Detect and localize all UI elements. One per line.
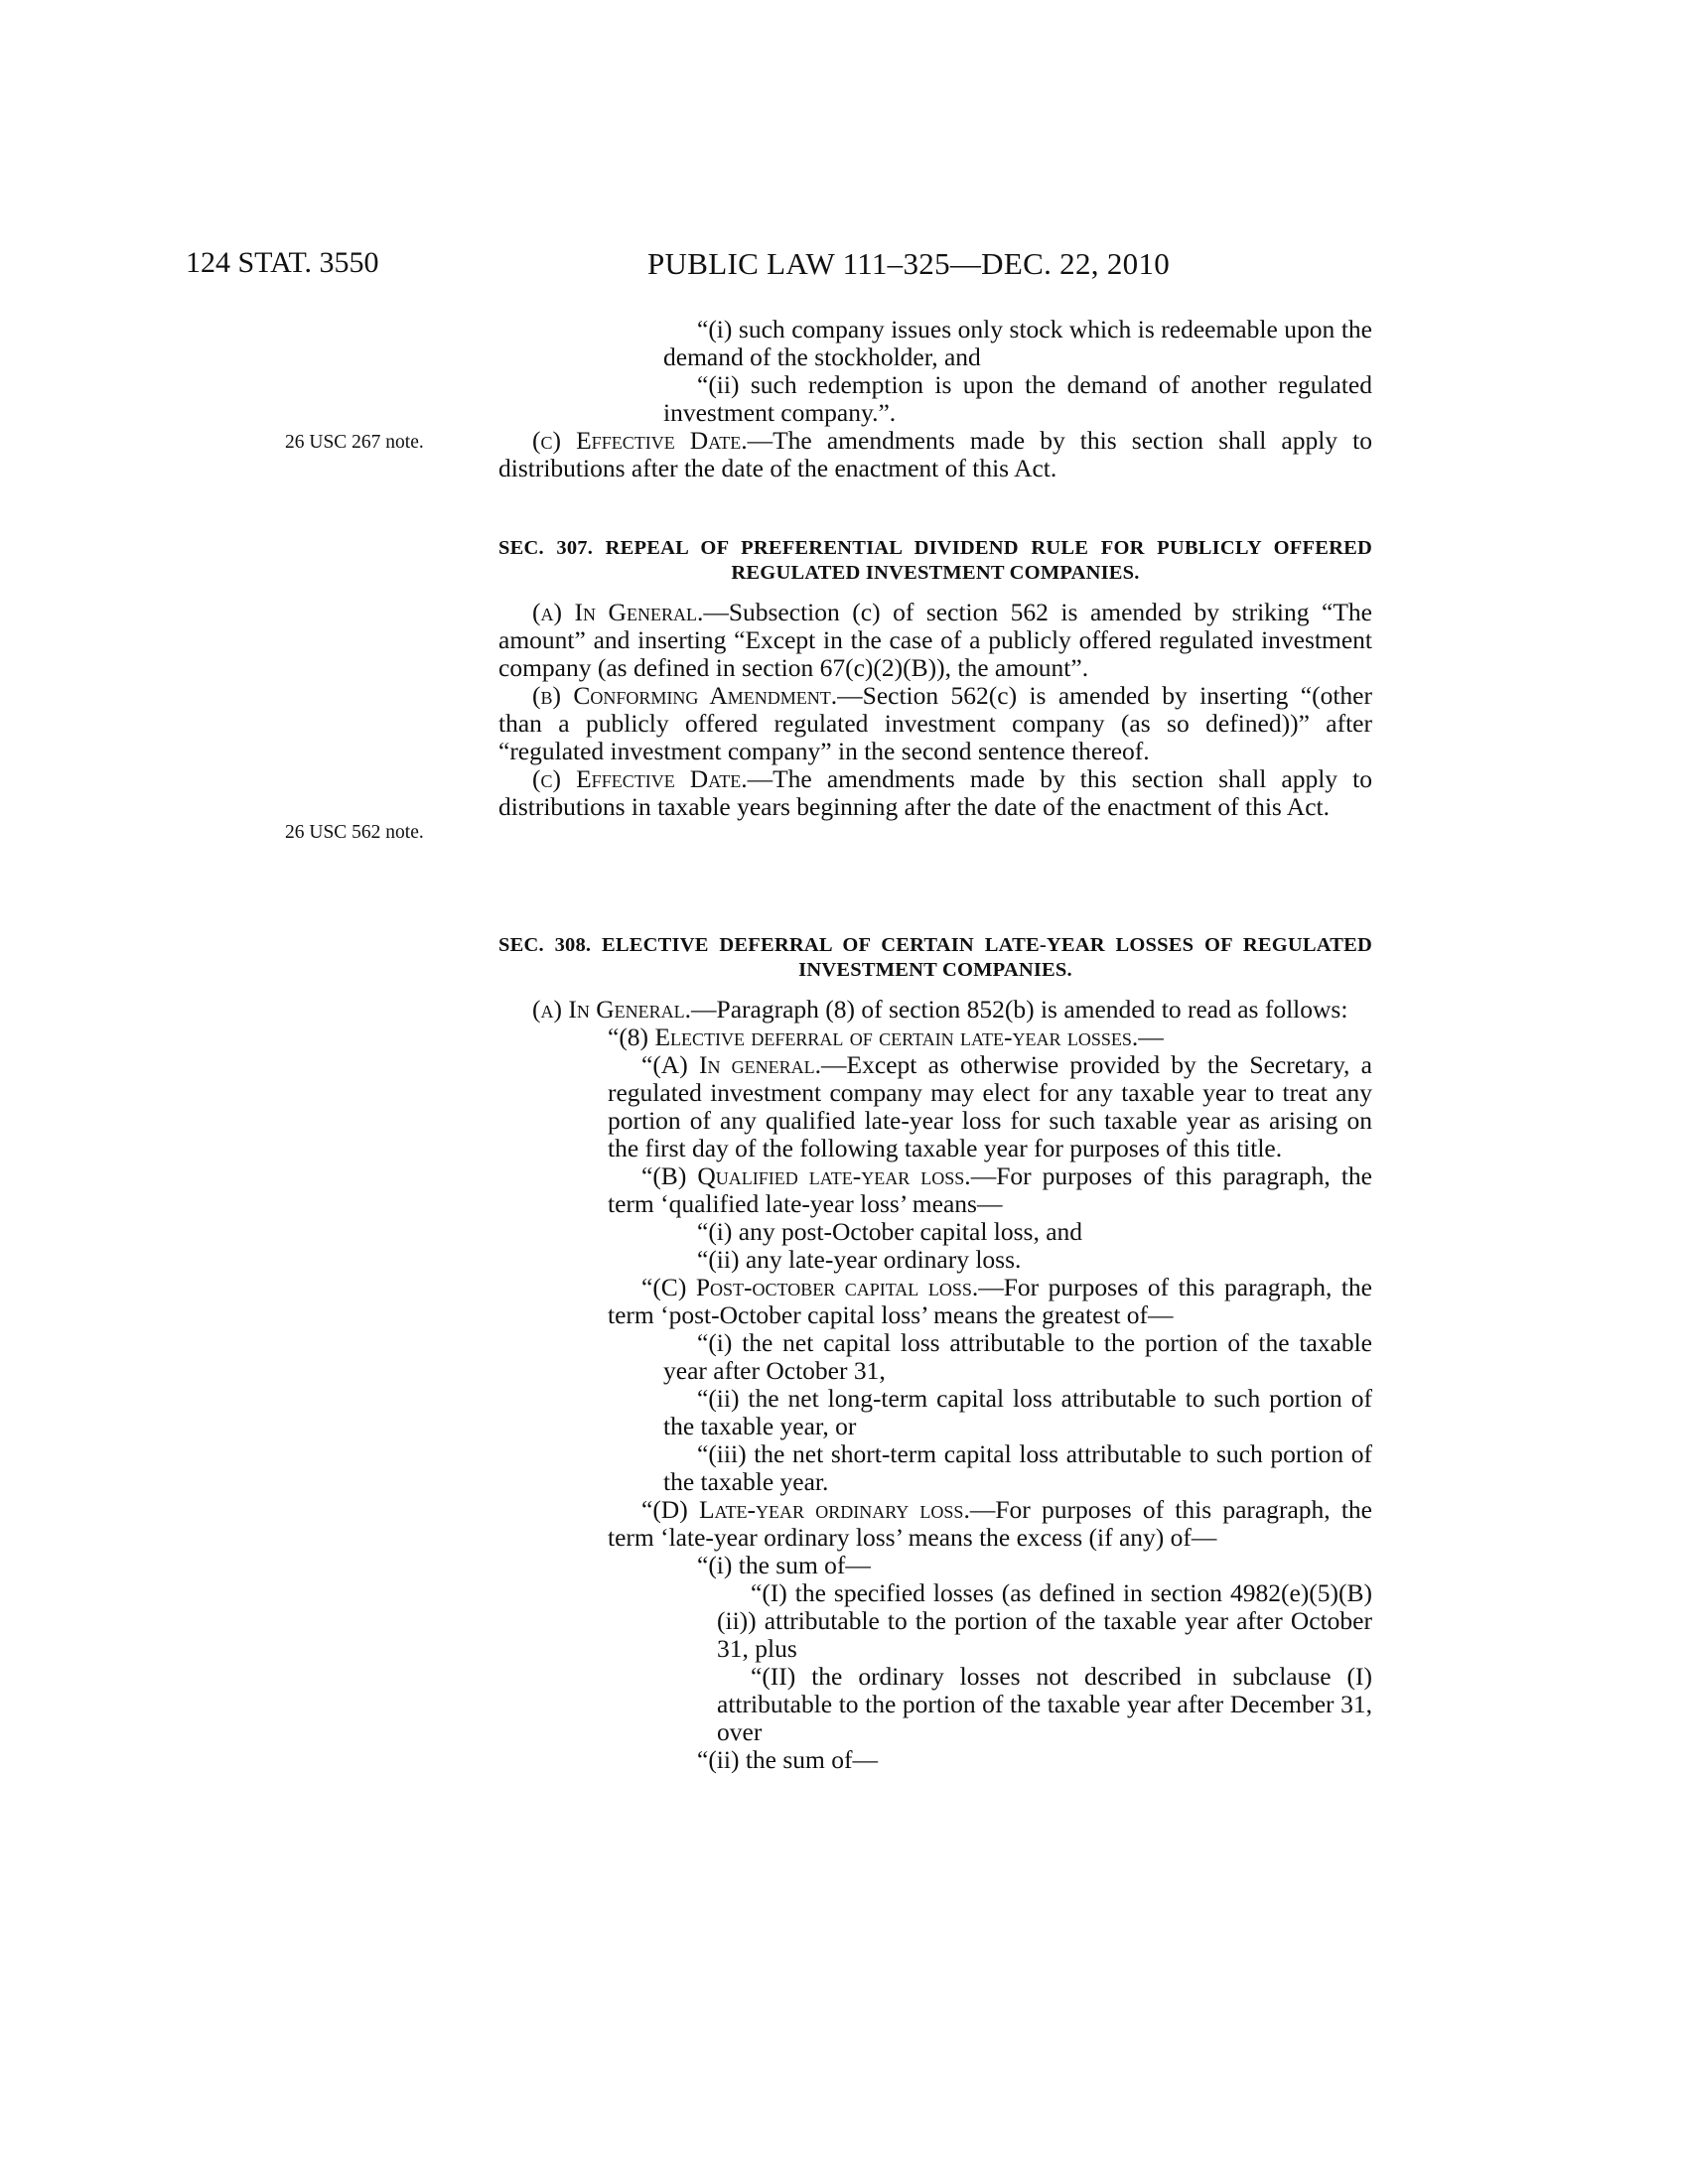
subclause-I: “(I) the specified losses (as defined in section 4982(e)(5)(B)(ii)) attributable to the portion of the taxable year after October 31, plus (717, 1578, 1372, 1663)
clause-ii: “(ii) the sum of— (697, 1745, 878, 1774)
running-head: PUBLIC LAW 111–325—DEC. 22, 2010 (647, 246, 1171, 281)
subsection-c: (c) Effective Date.—The amendments made by this section shall apply to distributions in taxable years beginning after the date of the enactment of this Act. (498, 764, 1372, 821)
paragraph-8: “(8) Elective deferral of certain late-year losses.— (608, 1023, 1164, 1051)
continuation-block (498, 316, 1372, 482)
effective-date-paragraph: (c) Effective Date.—The amendments made by this section shall apply to distributions after the date of the enactment of this Act. (498, 426, 1372, 482)
section-308-body (498, 996, 1372, 1774)
clause-i: “(i) the sum of— (697, 1551, 871, 1579)
clause-i: “(i) the net capital loss attributable to the portion of the taxable year after October 31, (663, 1328, 1372, 1385)
section-308 (498, 933, 1372, 983)
subparagraph-A: “(A) In general.—Except as otherwise provided by the Secretary, a regulated investment company may elect for any taxable year to treat any portion of any qualified late-year loss for such taxable year as arising on the first day of the following taxable year for purposes of this title. (608, 1050, 1372, 1162)
clause-ii: “(ii) such redemption is upon the demand of another regulated investment company.”. (663, 370, 1372, 427)
subsection-a: (a) In General.—Paragraph (8) of section 852(b) is amended to read as follows: (532, 995, 1348, 1024)
margin-note: 26 USC 267 note. (285, 432, 424, 453)
clause-i: “(i) any post-October capital loss, and (697, 1217, 1083, 1246)
margin-note: 26 USC 562 note. (285, 822, 424, 843)
page-header (0, 246, 1688, 286)
clause-iii: “(iii) the net short-term capital loss attributable to such portion of the taxable year. (663, 1439, 1372, 1496)
subparagraph-C: “(C) Post-october capital loss.—For purposes of this paragraph, the term ‘post-October capital loss’ means the greatest of— (608, 1273, 1372, 1329)
subparagraph-B: “(B) Qualified late-year loss.—For purposes of this paragraph, the term ‘qualified late-year loss’ means— (608, 1161, 1372, 1218)
clause-ii: “(ii) any late-year ordinary loss. (697, 1245, 1022, 1274)
clause-i: “(i) such company issues only stock which is redeemable upon the demand of the stockholder, and (663, 315, 1372, 371)
effective-date-label: (c) Effective Date. (532, 426, 748, 455)
section-307-body (498, 599, 1372, 821)
section-heading: SEC. 307. REPEAL OF PREFERENTIAL DIVIDEND RULE FOR PUBLICLY OFFERED REGULATED INVESTMENT COMPANIES. (498, 537, 1372, 584)
statute-page-number: 124 STAT. 3550 (186, 246, 379, 279)
section-307 (498, 536, 1372, 586)
section-heading: SEC. 308. ELECTIVE DEFERRAL OF CERTAIN LATE-YEAR LOSSES OF REGULATED INVESTMENT COMPANIES. (498, 934, 1372, 981)
clause-ii: “(ii) the net long-term capital loss attributable to such portion of the taxable year, or (663, 1384, 1372, 1440)
subclause-II: “(II) the ordinary losses not described in subclause (I) attributable to the portion of the taxable year after December 31, over (717, 1662, 1372, 1746)
subsection-a: (a) In General.—Subsection (c) of section 562 is amended by striking “The amount” and inserting “Except in the case of a publicly offered regulated investment company (as defined in section 67(c)(2)(B)), the amount”. (498, 598, 1372, 682)
subsection-b: (b) Conforming Amendment.—Section 562(c) is amended by inserting “(other than a publicly offered regulated investment company (as so defined))” after “regulated investment company” in the second sentence thereof. (498, 681, 1372, 765)
subparagraph-D: “(D) Late-year ordinary loss.—For purposes of this paragraph, the term ‘late-year ordinary loss’ means the excess (if any) of— (608, 1495, 1373, 1552)
